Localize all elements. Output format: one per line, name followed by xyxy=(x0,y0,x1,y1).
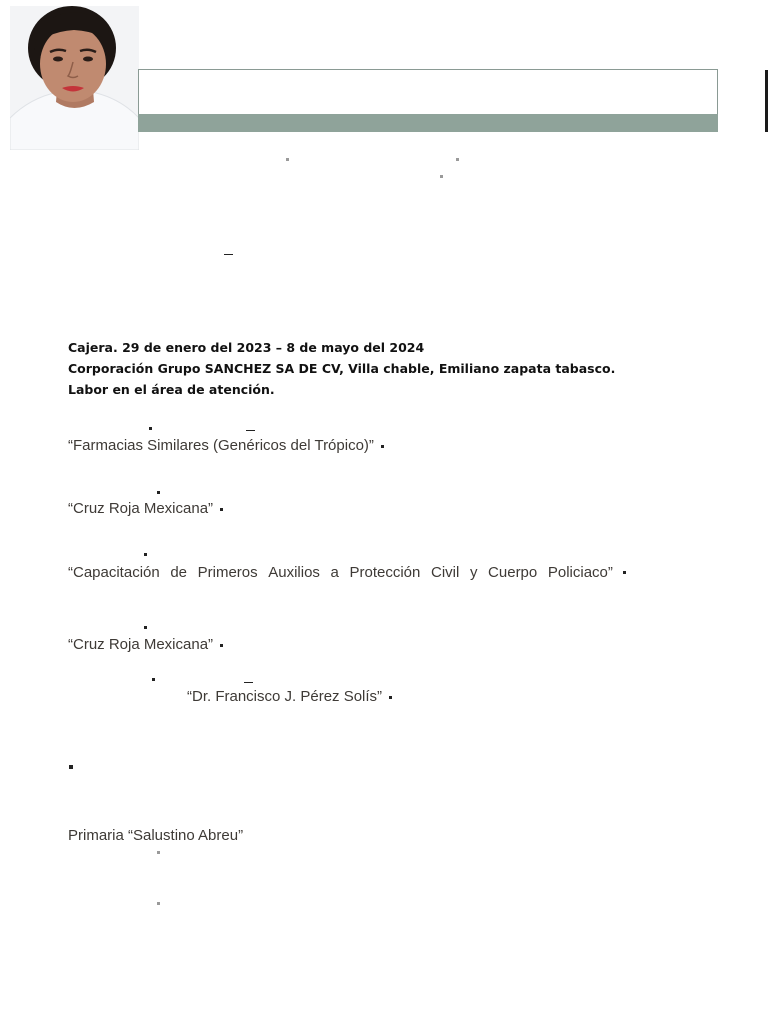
decorative-dash xyxy=(224,254,233,255)
training-entry-text: “Farmacias Similares (Genéricos del Trópico)” xyxy=(68,437,374,454)
training-entry-text: “Capacitación de Primeros Auxilios a Protección Civil y Cuerpo Policiaco” xyxy=(68,564,613,581)
decorative-dot xyxy=(144,553,147,556)
decorative-dot xyxy=(149,427,152,430)
section-bullet-icon xyxy=(69,765,73,769)
decorative-dot xyxy=(440,175,443,178)
training-entry xyxy=(68,500,223,517)
training-entry xyxy=(187,688,392,705)
bullet-icon xyxy=(220,508,223,511)
training-entry-text: “Cruz Roja Mexicana” xyxy=(68,636,214,653)
decorative-dot xyxy=(157,491,160,494)
bullet-icon xyxy=(381,445,384,448)
profile-photo xyxy=(10,6,139,150)
header-box xyxy=(138,69,718,114)
training-entry xyxy=(68,437,384,454)
bullet-icon xyxy=(389,696,392,699)
job-description-line: Labor en el área de atención. xyxy=(68,382,275,397)
job-company-line: Corporación Grupo SANCHEZ SA DE CV, Villa chable, Emiliano zapata tabasco. xyxy=(68,361,616,376)
decorative-dot xyxy=(152,678,155,681)
bullet-icon xyxy=(220,644,223,647)
decorative-dot xyxy=(144,626,147,629)
job-title-line: Cajera. 29 de enero del 2023 – 8 de mayo del 2024 xyxy=(68,340,425,355)
training-entry xyxy=(68,564,626,581)
bullet-icon xyxy=(623,571,626,574)
header-band xyxy=(138,114,718,132)
decorative-dot xyxy=(456,158,459,161)
training-entry-text: “Dr. Francisco J. Pérez Solís” xyxy=(187,688,383,705)
decorative-dot xyxy=(157,902,160,905)
training-entry-text: “Cruz Roja Mexicana” xyxy=(68,500,214,517)
decorative-dash xyxy=(244,682,253,683)
decorative-dot xyxy=(157,851,160,854)
decorative-dot xyxy=(286,158,289,161)
training-entry xyxy=(68,636,223,653)
decorative-dash xyxy=(246,430,255,431)
education-entry: Primaria “Salustino Abreu” xyxy=(68,827,244,844)
